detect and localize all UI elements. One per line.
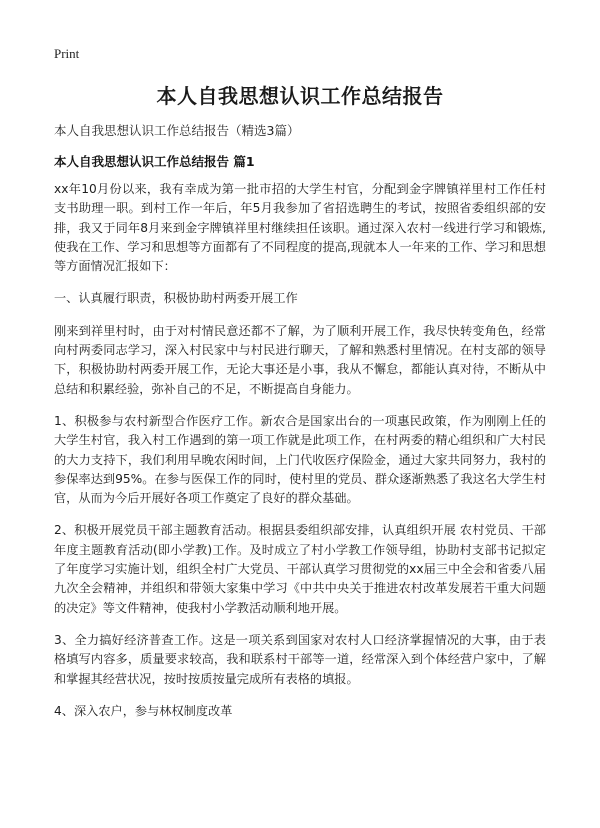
paragraph-forest-reform: 4、深入农户，参与林权制度改革	[54, 703, 233, 718]
document-title: 本人自我思想认识工作总结报告	[156, 84, 444, 108]
document-body	[54, 180, 546, 734]
paragraph-duties: 刚来到祥里村时，由于对村情民意还都不了解，为了顺利开展工作，我尽快转变角色，经常向村两委同志学习，深入村民家中与村民进行聊天，了解和熟悉村里情况。在村支部的领导下，积极协助村两委开展工作，无论大事还是小事，我从不懈怠，都能认真对待，不断从中总结和积累经验，弥补自己的不足，不断提高自身能力。	[54, 323, 546, 396]
paragraph-party-education: 2、积极开展党员干部主题教育活动。根据县委组织部安排，认真组织开展 农村党员、干部年度主题教育活动(即小学教)工作。及时成立了村小学教工作领导组，协助村支部书记拟定了年度学习实施计划，组织全村广大党员、干部认真学习贯彻党的xx届三中全会和省委八届九次全会精神，并组织和带领大家集中学习《中共中央关于推进农村改革发展若干重大问题的决定》等文件精神，使我村小学教活动顺利地开展。	[54, 523, 546, 615]
paragraph-intro: xx年10月份以来，我有幸成为第一批市招的大学生村官，分配到金字牌镇祥里村工作任村支书助理一职。到村工作一年后，年5月我参加了省招选聘生的考试，按照省委组织部的安排，我又于同年8月来到金字牌镇祥里村继续担任该职。通过深入农村一线进行学习和锻炼,使我在工作、学习和思想等方面都有了不同程度的提高,现就本人一年来的工作、学习和思想等方面情况汇报如下：	[54, 182, 546, 274]
paragraph-medical-insurance: 1、积极参与农村新型合作医疗工作。新农合是国家出台的一项惠民政策，作为刚刚上任的大学生村官，我入村工作遇到的第一项工作就是此项工作，在村两委的精心组织和广大村民的大力支持下，我们利用早晚农闲时间，上门代收医疗保险金，通过大家共同努力，我村的参保率达到95%。在参与医保工作的同时，使村里的党员、群众逐渐熟悉了我这名大学生村官，从而为今后开展好各项工作奠定了良好的群众基础。	[54, 413, 546, 506]
print-link[interactable]: Print	[54, 46, 80, 61]
paragraph-economic-census: 3、全力搞好经济普查工作。这是一项关系到国家对农村人口经济掌握情况的大事，由于表格填写内容多，质量要求较高，我和联系村干部等一道，经常深入到个体经营户家中，了解和掌握其经营状况，按时按质按量完成所有表格的填报。	[54, 632, 546, 686]
document-subtitle: 本人自我思想认识工作总结报告（精选3篇）	[54, 123, 300, 138]
paragraph-heading-duties: 一、认真履行职责，积极协助村两委开展工作	[54, 291, 298, 306]
section-heading: 本人自我思想认识工作总结报告 篇1	[54, 154, 255, 169]
